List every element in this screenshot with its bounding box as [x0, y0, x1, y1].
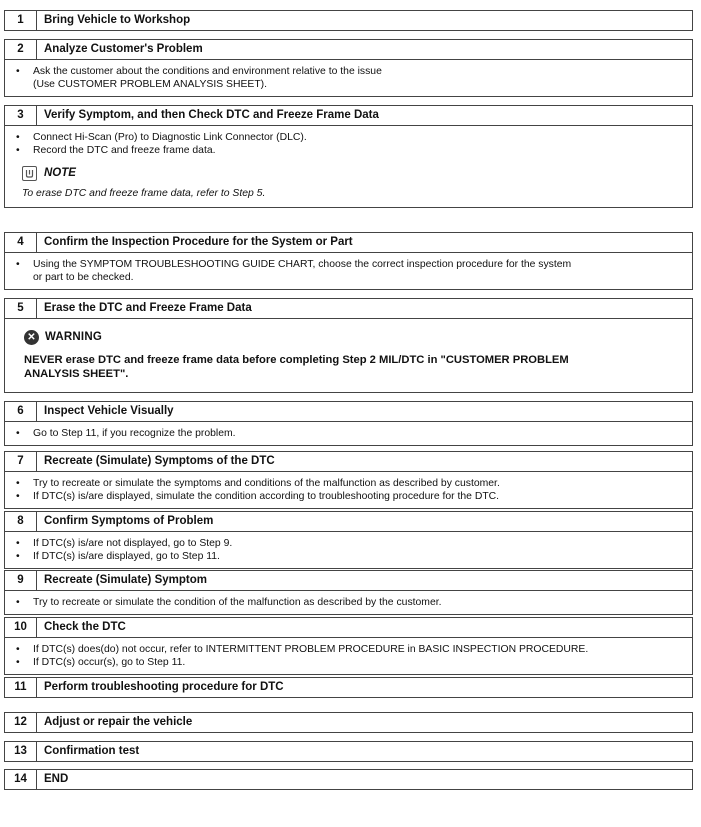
- step-body: [5, 637, 692, 674]
- step-6: [4, 401, 693, 446]
- bullet-item: • Go to Step 11, if you recognize the problem.: [15, 427, 686, 440]
- bullet-item: • Ask the customer about the conditions and environment relative to the issue (Use CUSTOMER PROBLEM ANALYSIS SHEET).: [15, 65, 686, 91]
- step-header: [5, 40, 692, 59]
- step-number: 6: [5, 402, 37, 421]
- step-number: 2: [5, 40, 37, 59]
- step-number: 8: [5, 512, 37, 531]
- step-title: Adjust or repair the vehicle: [44, 716, 193, 728]
- bullet-item: • Using the SYMPTOM TROUBLESHOOTING GUIDE CHART, choose the correct inspection procedure for the system or part to be checked.: [15, 258, 686, 284]
- note-icon: [22, 166, 37, 181]
- step-number: 3: [5, 106, 37, 125]
- bullet-list: [15, 258, 686, 284]
- step-title: Inspect Vehicle Visually: [44, 405, 174, 417]
- bullet-item: • If DTC(s) occur(s), go to Step 11.: [15, 656, 686, 669]
- step-body: [5, 531, 692, 568]
- step-header: [5, 742, 692, 761]
- step-1: [4, 10, 693, 31]
- bullet-item: • If DTC(s) does(do) not occur, refer to INTERMITTENT PROBLEM PROCEDURE in BASIC INSPECTION PROCEDURE.: [15, 643, 686, 656]
- bullet-list: [15, 131, 686, 157]
- step-header: [5, 770, 692, 789]
- step-body: [5, 59, 692, 96]
- step-11: [4, 677, 693, 698]
- note-label: NOTE: [44, 167, 76, 179]
- step-14: [4, 769, 693, 790]
- step-13: [4, 741, 693, 762]
- step-body: [5, 125, 692, 207]
- step-title: Confirmation test: [44, 745, 140, 757]
- step-number: 12: [5, 713, 37, 732]
- step-number: 7: [5, 452, 37, 471]
- bullet-item: • Record the DTC and freeze frame data.: [15, 144, 686, 157]
- step-header: [5, 618, 692, 637]
- step-header: [5, 299, 692, 318]
- bullet-item: • If DTC(s) is/are not displayed, go to Step 9.: [15, 537, 686, 550]
- warning-label: WARNING: [45, 331, 102, 343]
- bullet-item: • Try to recreate or simulate the symptoms and conditions of the malfunction as described by customer.: [15, 477, 686, 490]
- warning-header: [24, 330, 686, 345]
- step-header: [5, 713, 692, 732]
- step-body: [5, 318, 692, 392]
- bullet-list: [15, 596, 686, 609]
- note-text: To erase DTC and freeze frame data, refer to Step 5.: [22, 188, 266, 199]
- step-body: [5, 421, 692, 445]
- step-number: 1: [5, 11, 37, 30]
- step-header: [5, 11, 692, 30]
- step-header: [5, 233, 692, 252]
- step-9: [4, 570, 693, 615]
- step-number: 13: [5, 742, 37, 761]
- step-3: [4, 105, 693, 208]
- warning-icon: ✕: [24, 330, 39, 345]
- step-header: [5, 512, 692, 531]
- bullet-item: • If DTC(s) is/are displayed, simulate the condition according to troubleshooting procedure for the DTC.: [15, 490, 686, 503]
- step-2: [4, 39, 693, 97]
- step-title: Recreate (Simulate) Symptoms of the DTC: [44, 455, 275, 467]
- step-number: 9: [5, 571, 37, 590]
- bullet-list: [15, 477, 686, 503]
- step-number: 4: [5, 233, 37, 252]
- step-title: Confirm the Inspection Procedure for the System or Part: [44, 236, 353, 248]
- step-title: Erase the DTC and Freeze Frame Data: [44, 302, 252, 314]
- step-title: Recreate (Simulate) Symptom: [44, 574, 207, 586]
- step-number: 14: [5, 770, 37, 789]
- step-number: 5: [5, 299, 37, 318]
- step-header: [5, 106, 692, 125]
- step-header: [5, 678, 692, 697]
- bullet-list: [15, 427, 686, 440]
- step-title: Confirm Symptoms of Problem: [44, 515, 214, 527]
- step-title: Check the DTC: [44, 621, 126, 633]
- step-title: END: [44, 773, 69, 785]
- step-body: [5, 471, 692, 508]
- step-title: Verify Symptom, and then Check DTC and Freeze Frame Data: [44, 109, 379, 121]
- step-12: [4, 712, 693, 733]
- bullet-list: [15, 65, 686, 91]
- warning-text: NEVER erase DTC and freeze frame data before completing Step 2 MIL/DTC in "CUSTOMER PROBLEM ANALYSIS SHEET".: [24, 354, 569, 380]
- step-10: [4, 617, 693, 675]
- bullet-list: [15, 643, 686, 669]
- bullet-item: • Connect Hi-Scan (Pro) to Diagnostic Link Connector (DLC).: [15, 131, 686, 144]
- bullet-list: [15, 537, 686, 563]
- step-5: [4, 298, 693, 393]
- step-number: 10: [5, 618, 37, 637]
- step-number: 11: [5, 678, 37, 697]
- step-header: [5, 402, 692, 421]
- step-7: [4, 451, 693, 509]
- bullet-item: • If DTC(s) is/are displayed, go to Step 11.: [15, 550, 686, 563]
- step-title: Bring Vehicle to Workshop: [44, 14, 191, 26]
- step-body: [5, 590, 692, 614]
- bullet-item: • Try to recreate or simulate the condition of the malfunction as described by the customer.: [15, 596, 686, 609]
- step-8: [4, 511, 693, 569]
- step-title: Analyze Customer's Problem: [44, 43, 203, 55]
- step-body: [5, 252, 692, 289]
- step-header: [5, 571, 692, 590]
- step-header: [5, 452, 692, 471]
- step-title: Perform troubleshooting procedure for DTC: [44, 681, 284, 693]
- step-4: [4, 232, 693, 290]
- note-header: [22, 166, 686, 181]
